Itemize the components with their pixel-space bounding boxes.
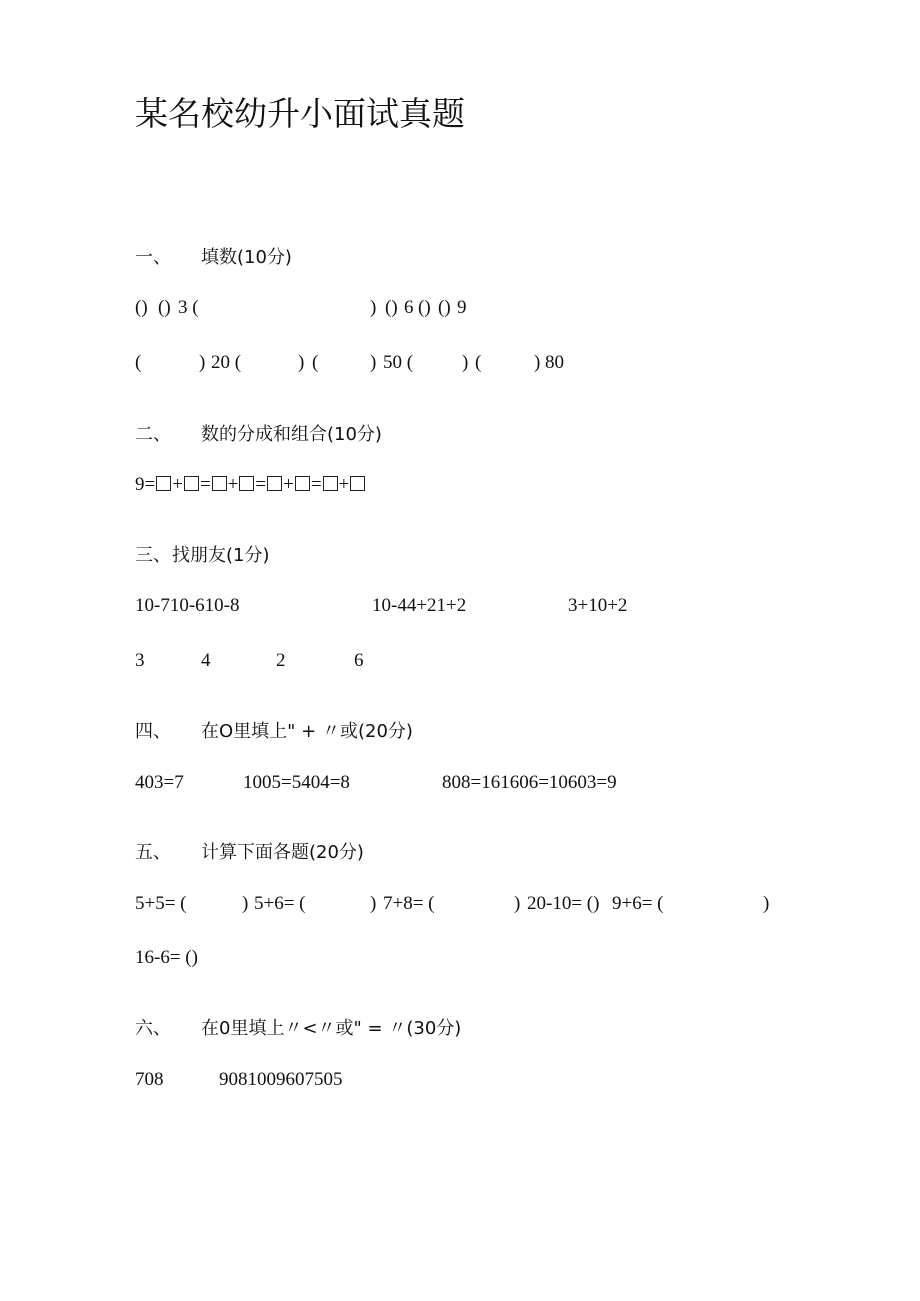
s1-l1-t8: (): [438, 297, 451, 318]
answer-box[interactable]: [350, 476, 365, 491]
s1-l2-t11: 80: [545, 352, 564, 373]
page-title: 某名校幼升小面试真题: [135, 94, 465, 133]
answer-box[interactable]: [212, 476, 227, 491]
s2-t1: 9=: [135, 474, 156, 495]
answer-box[interactable]: [295, 476, 310, 491]
s5-l1-t8: 9+6= (: [612, 893, 664, 914]
s1-l2-t6: ): [370, 352, 377, 373]
s1-l1-t5: (): [385, 297, 398, 318]
s3-l2-t4: 6: [354, 650, 364, 671]
s5-l2-t1: 16-6= (): [135, 947, 198, 968]
s5-l1-t7: 20-10= (): [527, 893, 600, 914]
section-4-title: 在O里填上" + 〃或(20分): [201, 721, 413, 742]
section-2-number: 二、: [135, 424, 171, 445]
answer-box[interactable]: [267, 476, 282, 491]
s1-l2-t5: (: [312, 352, 319, 373]
s3-l2-t3: 2: [276, 650, 286, 671]
section-3-title: 找朋友(1分): [172, 545, 270, 566]
s2-t4: +: [227, 474, 239, 495]
s1-l1-t3: 3 (: [178, 297, 199, 318]
s2-t8: +: [338, 474, 350, 495]
s3-l1-t3: 3+10+2: [568, 595, 628, 616]
s2-t2: +: [172, 474, 183, 495]
s3-l2-t1: 3: [135, 650, 145, 671]
answer-box[interactable]: [156, 476, 171, 491]
s6-t1: 708: [135, 1069, 164, 1090]
decomposition-line: [135, 474, 366, 496]
s5-l1-t3: 5+6= (: [254, 893, 306, 914]
section-2-title: 数的分成和组合(10分): [201, 424, 382, 445]
s1-l2-t9: (: [475, 352, 482, 373]
s1-l2-t4: ): [298, 352, 305, 373]
s5-l1-t9: ): [763, 893, 770, 914]
s1-l2-t3: 20 (: [211, 352, 242, 373]
s3-l1-t1: 10-710-610-8: [135, 595, 240, 616]
section-3-number: 三、: [135, 545, 171, 566]
s2-t5: =: [255, 474, 267, 495]
section-5-number: 五、: [135, 842, 171, 863]
s1-l2-t10: ): [534, 352, 541, 373]
s5-l1-t2: ): [242, 893, 249, 914]
s1-l2-t2: ): [199, 352, 206, 373]
s2-t3: =: [199, 474, 211, 495]
s4-t1: 403=7: [135, 772, 184, 793]
s4-t3: 808=161606=10603=9: [442, 772, 617, 793]
answer-box[interactable]: [184, 476, 199, 491]
s2-t7: =: [310, 474, 322, 495]
answer-box[interactable]: [239, 476, 254, 491]
s3-l1-t2: 10-44+21+2: [372, 595, 467, 616]
section-1-title: 填数(10分): [201, 247, 292, 268]
section-5-title: 计算下面各题(20分): [201, 842, 364, 863]
s2-t6: +: [283, 474, 294, 495]
s1-l1-t6: 6: [404, 297, 414, 318]
s1-l1-t2: (): [158, 297, 171, 318]
s4-t2: 1005=5404=8: [243, 772, 350, 793]
s5-l1-t4: ): [370, 893, 377, 914]
section-6-title: 在0里填上〃<〃或" = 〃(30分): [201, 1018, 462, 1039]
s5-l1-t1: 5+5= (: [135, 893, 187, 914]
s1-l1-t7: (): [418, 297, 431, 318]
s5-l1-t5: 7+8= (: [383, 893, 435, 914]
s1-l2-t7: 50 (: [383, 352, 414, 373]
s1-l1-t1: (): [135, 297, 148, 318]
s1-l2-t1: (: [135, 352, 142, 373]
s6-t2: 9081009607505: [219, 1069, 343, 1090]
section-6-number: 六、: [135, 1018, 171, 1039]
s1-l2-t8: ): [462, 352, 469, 373]
s1-l1-t9: 9: [457, 297, 467, 318]
section-4-number: 四、: [135, 721, 171, 742]
s3-l2-t2: 4: [201, 650, 211, 671]
section-1-number: 一、: [135, 247, 171, 268]
s1-l1-t4: ): [370, 297, 377, 318]
answer-box[interactable]: [323, 476, 338, 491]
s5-l1-t6: ): [514, 893, 521, 914]
